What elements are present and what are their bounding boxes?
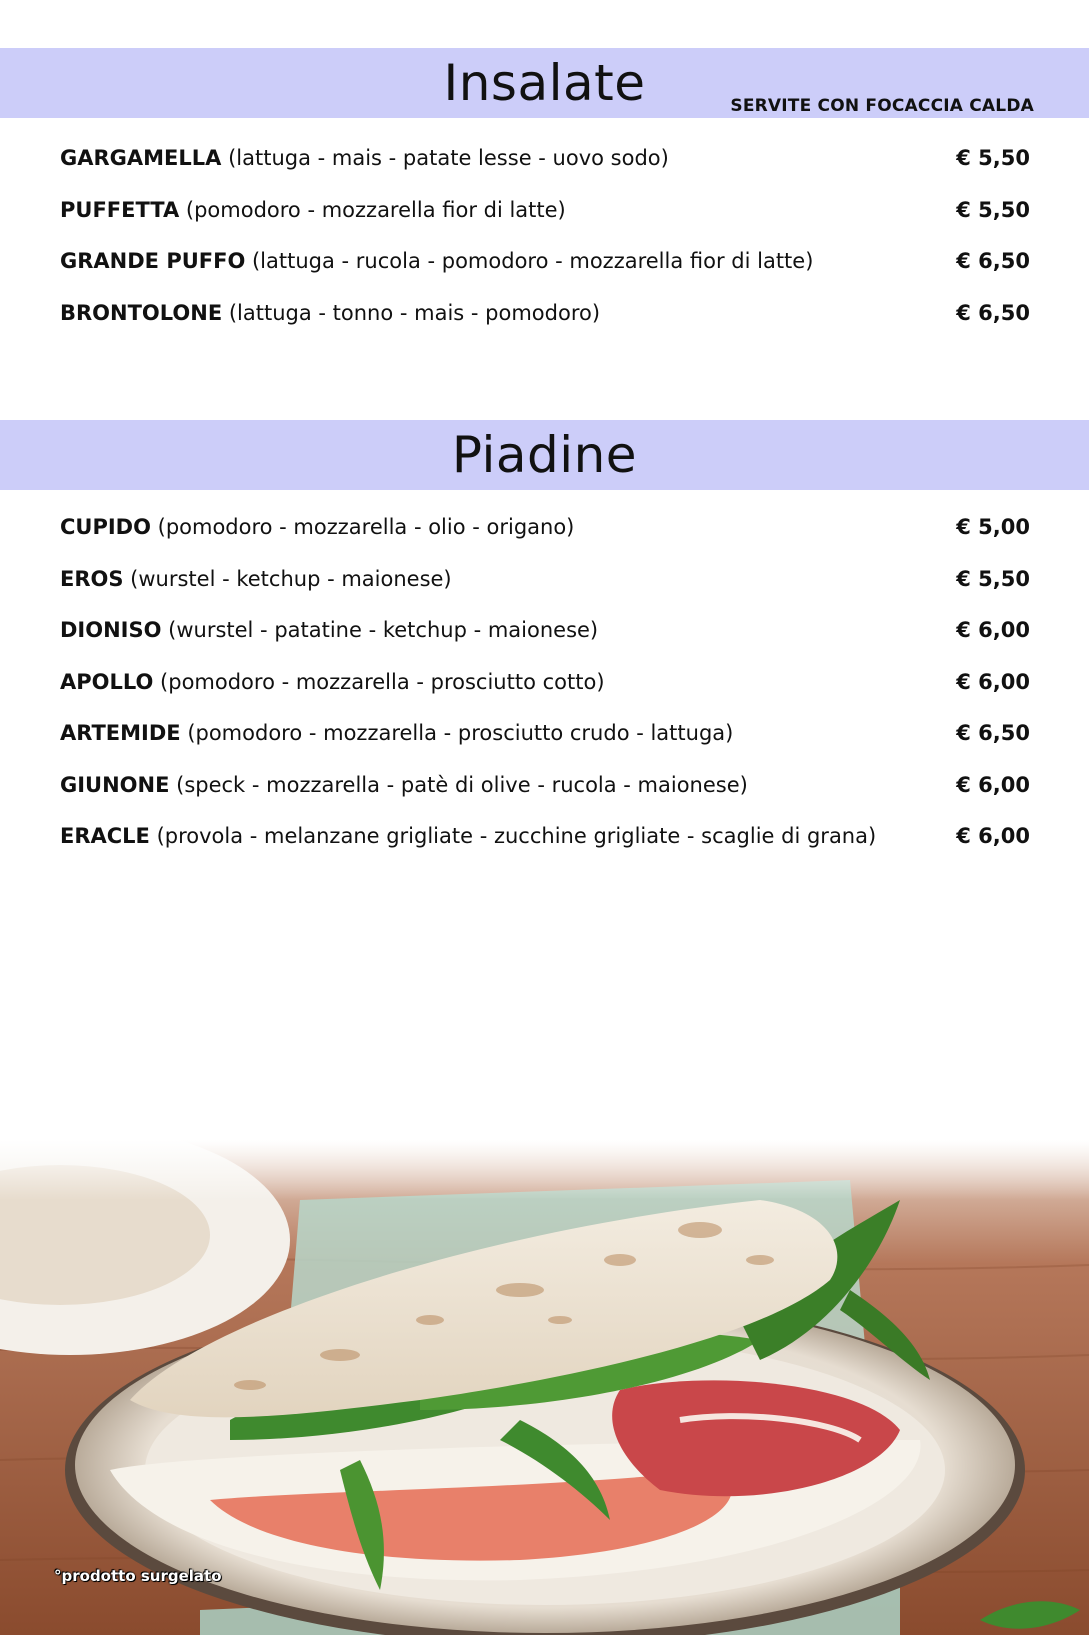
item-description: (pomodoro - mozzarella - prosciutto crudo - lattuga) xyxy=(180,721,734,745)
item-name: GRANDE PUFFO xyxy=(60,249,246,273)
item-price: € 5,50 xyxy=(956,146,1030,170)
menu-item xyxy=(60,721,1030,773)
item-name: APOLLO xyxy=(60,669,154,694)
item-name: BRONTOLONE xyxy=(60,300,223,325)
item-description: (pomodoro - mozzarella fior di latte) xyxy=(179,197,566,222)
item-name: PUFFETTA xyxy=(60,197,180,222)
item-name: ERACLE xyxy=(60,824,150,848)
item-description: (lattuga - tonno - mais - pomodoro) xyxy=(222,300,601,325)
piadina-photo xyxy=(0,1140,1089,1635)
item-name: CUPIDO xyxy=(60,515,151,539)
menu-item xyxy=(60,567,1030,619)
insalate-note: SERVITE CON FOCACCIA CALDA xyxy=(730,96,1034,116)
item-price: € 5,50 xyxy=(956,197,1030,222)
item-name: GARGAMELLA xyxy=(60,146,222,170)
menu-item xyxy=(60,301,1030,353)
item-price: € 5,50 xyxy=(956,566,1030,591)
piadine-title: Piadine xyxy=(451,426,638,484)
item-name: ARTEMIDE xyxy=(60,721,181,745)
item-name: DIONISO xyxy=(60,618,162,642)
item-price: € 6,50 xyxy=(956,249,1030,273)
insalate-title: Insalate xyxy=(443,54,646,112)
item-price: € 6,00 xyxy=(956,669,1030,694)
item-description: (lattuga - mais - patate lesse - uovo sodo) xyxy=(221,146,669,170)
item-price: € 5,00 xyxy=(956,515,1030,539)
menu-item xyxy=(60,249,1030,301)
item-name: GIUNONE xyxy=(60,772,170,797)
footnote: °prodotto surgelato xyxy=(54,1567,222,1585)
item-description: (lattuga - rucola - pomodoro - mozzarella fior di latte) xyxy=(245,249,814,273)
menu-item xyxy=(60,824,1030,876)
menu-item xyxy=(60,146,1030,198)
item-price: € 6,00 xyxy=(956,772,1030,797)
menu-item xyxy=(60,670,1030,722)
menu-item xyxy=(60,618,1030,670)
item-description: (wurstel - ketchup - maionese) xyxy=(123,566,452,591)
item-price: € 6,50 xyxy=(956,300,1030,325)
insalate-list xyxy=(60,146,1030,352)
item-price: € 6,50 xyxy=(956,721,1030,745)
item-price: € 6,00 xyxy=(956,618,1030,642)
menu-item xyxy=(60,515,1030,567)
item-name: EROS xyxy=(60,566,124,591)
item-description: (provola - melanzane grigliate - zucchine grigliate - scaglie di grana) xyxy=(149,824,877,848)
item-description: (speck - mozzarella - patè di olive - rucola - maionese) xyxy=(169,772,748,797)
item-description: (pomodoro - mozzarella - prosciutto cotto) xyxy=(153,669,605,694)
item-description: (wurstel - patatine - ketchup - maionese) xyxy=(161,618,599,642)
menu-item xyxy=(60,773,1030,825)
piadine-list xyxy=(60,515,1030,876)
item-price: € 6,00 xyxy=(956,824,1030,848)
item-description: (pomodoro - mozzarella - olio - origano) xyxy=(150,515,575,539)
menu-item xyxy=(60,198,1030,250)
